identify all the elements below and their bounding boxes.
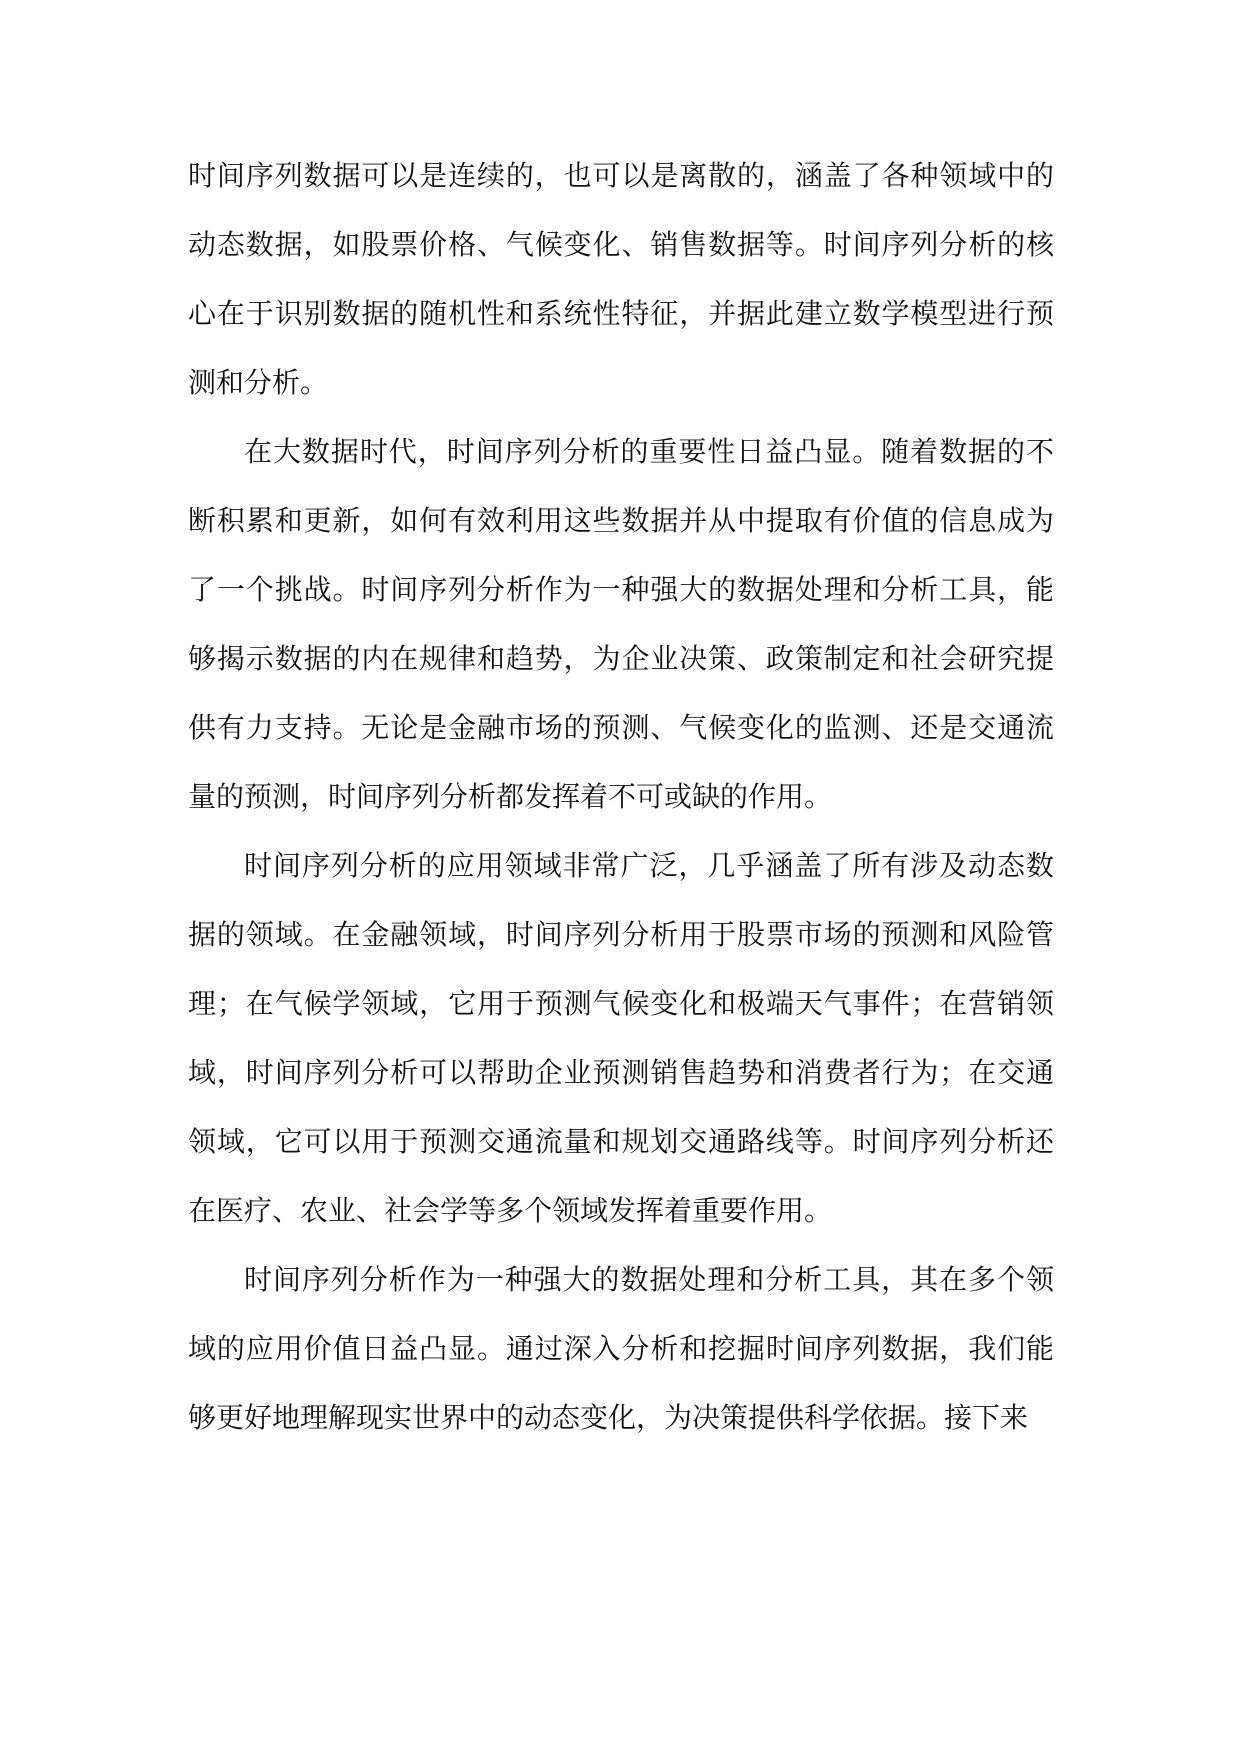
paragraph-3: 时间序列分析的应用领域非常广泛，几乎涵盖了所有涉及动态数据的领域。在金融领域，时间序列分析用于股票市场的预测和风险管理；在气候学领域，它用于预测气候变化和极端天气事件；在营销领域，时间序列分析可以帮助企业预测销售趋势和消费者行为；在交通领域，它可以用于预测交通流量和规划交通路线等。时间序列分析还在医疗、农业、社会学等多个领域发挥着重要作用。 bbox=[188, 849, 1054, 1227]
paragraph-2: 在大数据时代，时间序列分析的重要性日益凸显。随着数据的不断积累和更新，如何有效利用这些数据并从中提取有价值的信息成为了一个挑战。时间序列分析作为一种强大的数据处理和分析工具，能够揭示数据的内在规律和趋势，为企业决策、政策制定和社会研究提供有力支持。无论是金融市场的预测、气候变化的监测、还是交通流量的预测，时间序列分析都发挥着不可或缺的作用。 bbox=[188, 435, 1054, 813]
document-body bbox=[188, 141, 1054, 1452]
paragraph-1: 时间序列数据可以是连续的，也可以是离散的，涵盖了各种领域中的动态数据，如股票价格、气候变化、销售数据等。时间序列分析的核心在于识别数据的随机性和系统性特征，并据此建立数学模型进行预测和分析。 bbox=[188, 159, 1054, 399]
paragraph-4: 时间序列分析作为一种强大的数据处理和分析工具，其在多个领域的应用价值日益凸显。通过深入分析和挖掘时间序列数据，我们能够更好地理解现实世界中的动态变化，为决策提供科学依据。接下来 bbox=[188, 1263, 1054, 1434]
